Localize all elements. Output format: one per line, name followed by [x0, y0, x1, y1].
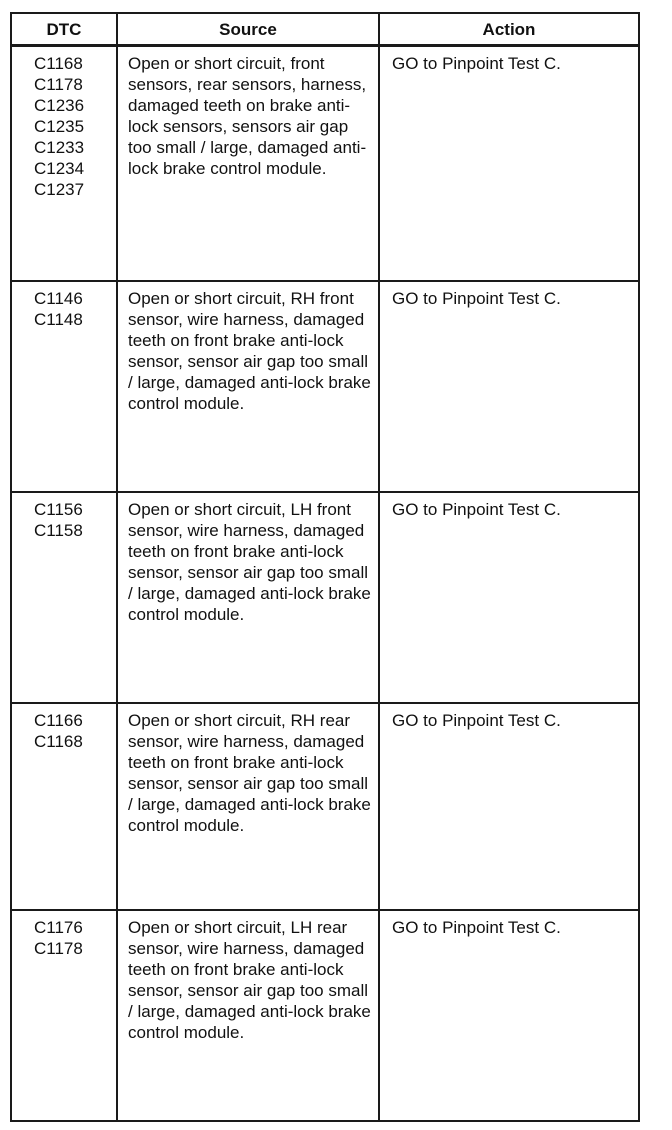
action-cell: GO to Pinpoint Test C.: [379, 910, 639, 1121]
dtc-code: C1156: [34, 499, 83, 519]
dtc-code: C1178: [34, 75, 83, 94]
dtc-code: C1236: [34, 96, 85, 115]
dtc-table: [10, 12, 640, 1122]
dtc-code: C1148: [34, 309, 83, 329]
action-cell: GO to Pinpoint Test C.: [379, 46, 639, 281]
dtc-code: C1178: [34, 938, 83, 958]
dtc-code: C1235: [34, 117, 85, 136]
dtc-codes-cell: [11, 492, 117, 703]
source-cell: Open or short circuit, LH front sensor, wire harness, damaged teeth on front brake anti-lock sensor, sensor air gap too small / large, damaged anti-lock brake control module.: [117, 492, 379, 703]
table-header-row: [11, 13, 639, 46]
header-action: Action: [379, 13, 639, 46]
table-row: [11, 492, 639, 703]
dtc-code: C1234: [34, 159, 85, 178]
dtc-code: C1233: [34, 138, 85, 157]
source-cell: Open or short circuit, LH rear sensor, wire harness, damaged teeth on front brake anti-lock sensor, sensor air gap too small / large, damaged anti-lock brake control module.: [117, 910, 379, 1121]
dtc-code: C1176: [34, 917, 83, 937]
table-row: [11, 46, 639, 281]
dtc-table-page: [10, 12, 638, 1122]
header-dtc: DTC: [11, 13, 117, 46]
dtc-codes-cell: [11, 46, 117, 281]
header-source: Source: [117, 13, 379, 46]
table-row: [11, 910, 639, 1121]
dtc-code: C1166: [34, 710, 83, 730]
dtc-codes-cell: [11, 910, 117, 1121]
table-row: [11, 281, 639, 492]
dtc-code: C1158: [34, 520, 83, 540]
dtc-code: C1237: [34, 180, 85, 199]
dtc-code: C1146: [34, 288, 83, 308]
action-cell: GO to Pinpoint Test C.: [379, 281, 639, 492]
dtc-codes-cell: [11, 281, 117, 492]
dtc-code: C1168: [34, 731, 83, 751]
dtc-code: C1168: [34, 54, 83, 73]
source-cell: Open or short circuit, RH rear sensor, wire harness, damaged teeth on front brake anti-lock sensor, sensor air gap too small / large, damaged anti-lock brake control module.: [117, 703, 379, 910]
source-cell: Open or short circuit, RH front sensor, wire harness, damaged teeth on front brake anti-lock sensor, sensor air gap too small / large, damaged anti-lock brake control module.: [117, 281, 379, 492]
action-cell: GO to Pinpoint Test C.: [379, 703, 639, 910]
dtc-codes-cell: [11, 703, 117, 910]
source-cell: Open or short circuit, front sensors, rear sensors, harness, damaged teeth on brake anti-lock sensors, sensors air gap too small / large, damaged anti-lock brake control module.: [117, 46, 379, 281]
table-row: [11, 703, 639, 910]
action-cell: GO to Pinpoint Test C.: [379, 492, 639, 703]
